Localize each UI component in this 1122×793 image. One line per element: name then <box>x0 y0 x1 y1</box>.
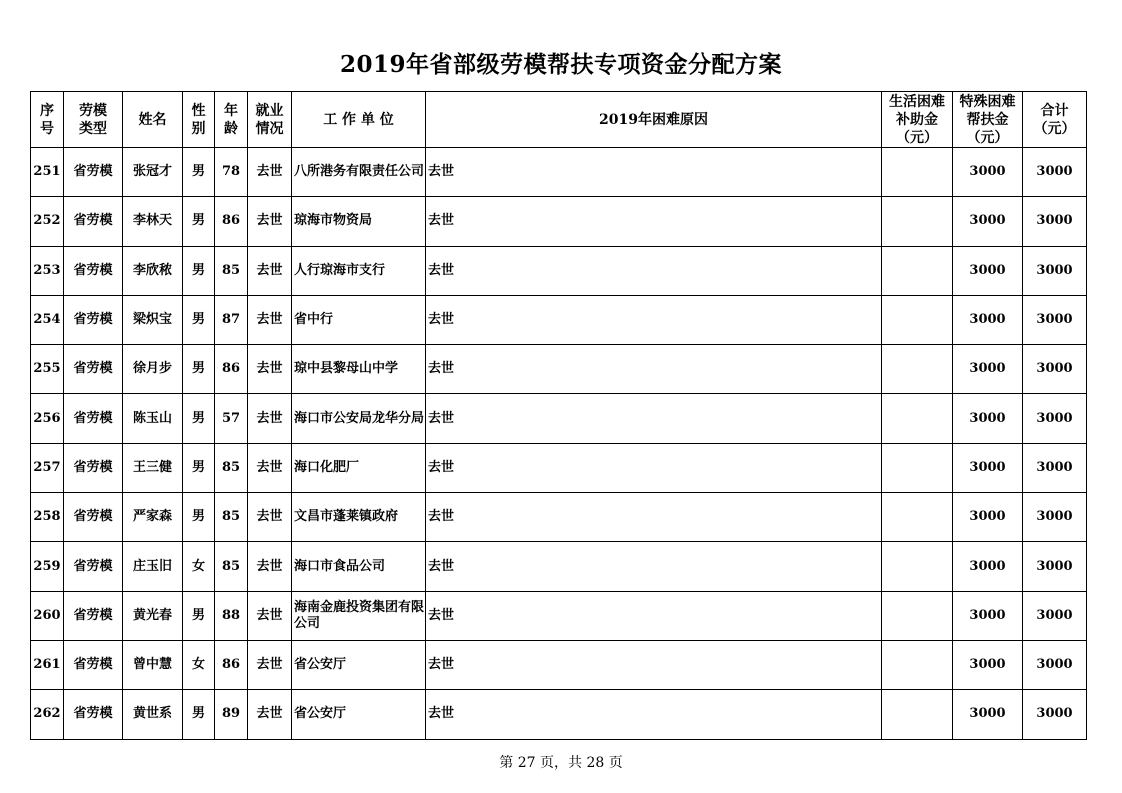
cell-living-aid <box>882 295 953 344</box>
cell-reason: 去世 <box>426 394 882 443</box>
cell-name: 李欣秾 <box>123 246 183 295</box>
table-row <box>31 690 1087 739</box>
cell-living-aid <box>882 394 953 443</box>
cell-living-aid <box>882 345 953 394</box>
page-title: 2019年省部级劳模帮扶专项资金分配方案 <box>339 51 782 78</box>
cell-living-aid <box>882 148 953 197</box>
page-footer: 第 27 页，共 28 页 <box>499 755 623 771</box>
cell-total: 3000 <box>1023 295 1087 344</box>
cell-living-aid <box>882 640 953 689</box>
cell-employment: 去世 <box>248 640 292 689</box>
cell-type: 省劳模 <box>64 591 123 640</box>
cell-special-aid: 3000 <box>953 690 1023 739</box>
cell-special-aid: 3000 <box>953 542 1023 591</box>
cell-special-aid: 3000 <box>953 443 1023 492</box>
cell-special-aid: 3000 <box>953 640 1023 689</box>
cell-reason: 去世 <box>426 197 882 246</box>
cell-living-aid <box>882 493 953 542</box>
cell-employment: 去世 <box>248 197 292 246</box>
cell-unit: 省公安厅 <box>292 690 426 739</box>
cell-unit: 省中行 <box>292 295 426 344</box>
cell-living-aid <box>882 246 953 295</box>
header-employment: 就业 情况 <box>248 92 292 148</box>
cell-special-aid: 3000 <box>953 591 1023 640</box>
cell-living-aid <box>882 542 953 591</box>
cell-special-aid: 3000 <box>953 246 1023 295</box>
cell-employment: 去世 <box>248 690 292 739</box>
cell-reason: 去世 <box>426 443 882 492</box>
cell-employment: 去世 <box>248 394 292 443</box>
cell-seq: 261 <box>31 640 64 689</box>
cell-gender: 男 <box>183 443 215 492</box>
cell-name: 徐月步 <box>123 345 183 394</box>
cell-special-aid: 3000 <box>953 197 1023 246</box>
cell-living-aid <box>882 443 953 492</box>
cell-age: 87 <box>215 295 248 344</box>
cell-total: 3000 <box>1023 640 1087 689</box>
cell-employment: 去世 <box>248 591 292 640</box>
cell-name: 张冠才 <box>123 148 183 197</box>
cell-type: 省劳模 <box>64 394 123 443</box>
header-age: 年 龄 <box>215 92 248 148</box>
cell-unit: 海口市公安局龙华分局 <box>292 394 426 443</box>
cell-name: 李林天 <box>123 197 183 246</box>
cell-gender: 男 <box>183 197 215 246</box>
cell-gender: 男 <box>183 394 215 443</box>
table-row <box>31 443 1087 492</box>
cell-total: 3000 <box>1023 493 1087 542</box>
cell-age: 57 <box>215 394 248 443</box>
allocation-table <box>30 91 1087 740</box>
cell-employment: 去世 <box>248 443 292 492</box>
header-total: 合计 （元） <box>1023 92 1087 148</box>
cell-type: 省劳模 <box>64 640 123 689</box>
table-row <box>31 591 1087 640</box>
cell-name: 黄世系 <box>123 690 183 739</box>
cell-seq: 260 <box>31 591 64 640</box>
cell-employment: 去世 <box>248 295 292 344</box>
cell-total: 3000 <box>1023 148 1087 197</box>
cell-unit: 海口化肥厂 <box>292 443 426 492</box>
cell-total: 3000 <box>1023 394 1087 443</box>
cell-unit: 海口市食品公司 <box>292 542 426 591</box>
table-row <box>31 542 1087 591</box>
cell-seq: 252 <box>31 197 64 246</box>
cell-special-aid: 3000 <box>953 295 1023 344</box>
cell-total: 3000 <box>1023 443 1087 492</box>
cell-unit: 琼海市物资局 <box>292 197 426 246</box>
cell-age: 86 <box>215 640 248 689</box>
cell-reason: 去世 <box>426 246 882 295</box>
cell-gender: 男 <box>183 246 215 295</box>
cell-employment: 去世 <box>248 542 292 591</box>
header-seq: 序 号 <box>31 92 64 148</box>
cell-unit: 人行琼海市支行 <box>292 246 426 295</box>
header-living-aid: 生活困难 补助金 （元） <box>882 92 953 148</box>
table-header-row <box>31 92 1087 148</box>
header-type: 劳模 类型 <box>64 92 123 148</box>
cell-name: 王三健 <box>123 443 183 492</box>
cell-unit: 文昌市蓬莱镇政府 <box>292 493 426 542</box>
cell-reason: 去世 <box>426 640 882 689</box>
cell-type: 省劳模 <box>64 246 123 295</box>
cell-name: 陈玉山 <box>123 394 183 443</box>
cell-seq: 262 <box>31 690 64 739</box>
cell-type: 省劳模 <box>64 295 123 344</box>
cell-employment: 去世 <box>248 493 292 542</box>
cell-special-aid: 3000 <box>953 345 1023 394</box>
cell-seq: 254 <box>31 295 64 344</box>
cell-total: 3000 <box>1023 197 1087 246</box>
header-gender: 性 别 <box>183 92 215 148</box>
cell-total: 3000 <box>1023 690 1087 739</box>
cell-age: 85 <box>215 443 248 492</box>
table-row <box>31 295 1087 344</box>
cell-reason: 去世 <box>426 295 882 344</box>
table-row <box>31 246 1087 295</box>
cell-gender: 男 <box>183 295 215 344</box>
cell-employment: 去世 <box>248 148 292 197</box>
cell-total: 3000 <box>1023 345 1087 394</box>
header-reason: 2019年困难原因 <box>426 92 882 148</box>
cell-reason: 去世 <box>426 345 882 394</box>
cell-age: 78 <box>215 148 248 197</box>
cell-seq: 256 <box>31 394 64 443</box>
cell-seq: 259 <box>31 542 64 591</box>
cell-age: 86 <box>215 345 248 394</box>
cell-age: 85 <box>215 493 248 542</box>
cell-reason: 去世 <box>426 493 882 542</box>
cell-gender: 女 <box>183 640 215 689</box>
cell-age: 85 <box>215 246 248 295</box>
cell-living-aid <box>882 591 953 640</box>
cell-unit: 省公安厅 <box>292 640 426 689</box>
cell-unit: 琼中县黎母山中学 <box>292 345 426 394</box>
cell-name: 梁炽宝 <box>123 295 183 344</box>
cell-age: 89 <box>215 690 248 739</box>
cell-age: 85 <box>215 542 248 591</box>
cell-total: 3000 <box>1023 246 1087 295</box>
header-unit: 工 作 单 位 <box>292 92 426 148</box>
cell-gender: 男 <box>183 591 215 640</box>
cell-gender: 男 <box>183 493 215 542</box>
cell-unit: 海南金鹿投资集团有限公司 <box>292 591 426 640</box>
cell-type: 省劳模 <box>64 148 123 197</box>
cell-gender: 男 <box>183 690 215 739</box>
cell-reason: 去世 <box>426 690 882 739</box>
cell-gender: 女 <box>183 542 215 591</box>
cell-seq: 257 <box>31 443 64 492</box>
cell-total: 3000 <box>1023 542 1087 591</box>
cell-total: 3000 <box>1023 591 1087 640</box>
cell-reason: 去世 <box>426 148 882 197</box>
cell-seq: 253 <box>31 246 64 295</box>
cell-gender: 男 <box>183 345 215 394</box>
cell-name: 庄玉旧 <box>123 542 183 591</box>
cell-type: 省劳模 <box>64 443 123 492</box>
cell-unit: 八所港务有限责任公司 <box>292 148 426 197</box>
cell-employment: 去世 <box>248 246 292 295</box>
cell-age: 88 <box>215 591 248 640</box>
cell-type: 省劳模 <box>64 493 123 542</box>
cell-gender: 男 <box>183 148 215 197</box>
cell-special-aid: 3000 <box>953 148 1023 197</box>
cell-age: 86 <box>215 197 248 246</box>
cell-special-aid: 3000 <box>953 493 1023 542</box>
table-row <box>31 148 1087 197</box>
cell-employment: 去世 <box>248 345 292 394</box>
cell-type: 省劳模 <box>64 345 123 394</box>
cell-living-aid <box>882 197 953 246</box>
header-special-aid: 特殊困难 帮扶金 （元） <box>953 92 1023 148</box>
table-row <box>31 197 1087 246</box>
cell-type: 省劳模 <box>64 542 123 591</box>
header-name: 姓名 <box>123 92 183 148</box>
cell-seq: 255 <box>31 345 64 394</box>
table-row <box>31 493 1087 542</box>
cell-name: 曾中慧 <box>123 640 183 689</box>
cell-name: 黄光春 <box>123 591 183 640</box>
cell-living-aid <box>882 690 953 739</box>
cell-type: 省劳模 <box>64 690 123 739</box>
cell-seq: 251 <box>31 148 64 197</box>
cell-special-aid: 3000 <box>953 394 1023 443</box>
cell-seq: 258 <box>31 493 64 542</box>
cell-reason: 去世 <box>426 591 882 640</box>
cell-name: 严家森 <box>123 493 183 542</box>
cell-reason: 去世 <box>426 542 882 591</box>
table-row <box>31 394 1087 443</box>
table-row <box>31 640 1087 689</box>
table-row <box>31 345 1087 394</box>
cell-type: 省劳模 <box>64 197 123 246</box>
